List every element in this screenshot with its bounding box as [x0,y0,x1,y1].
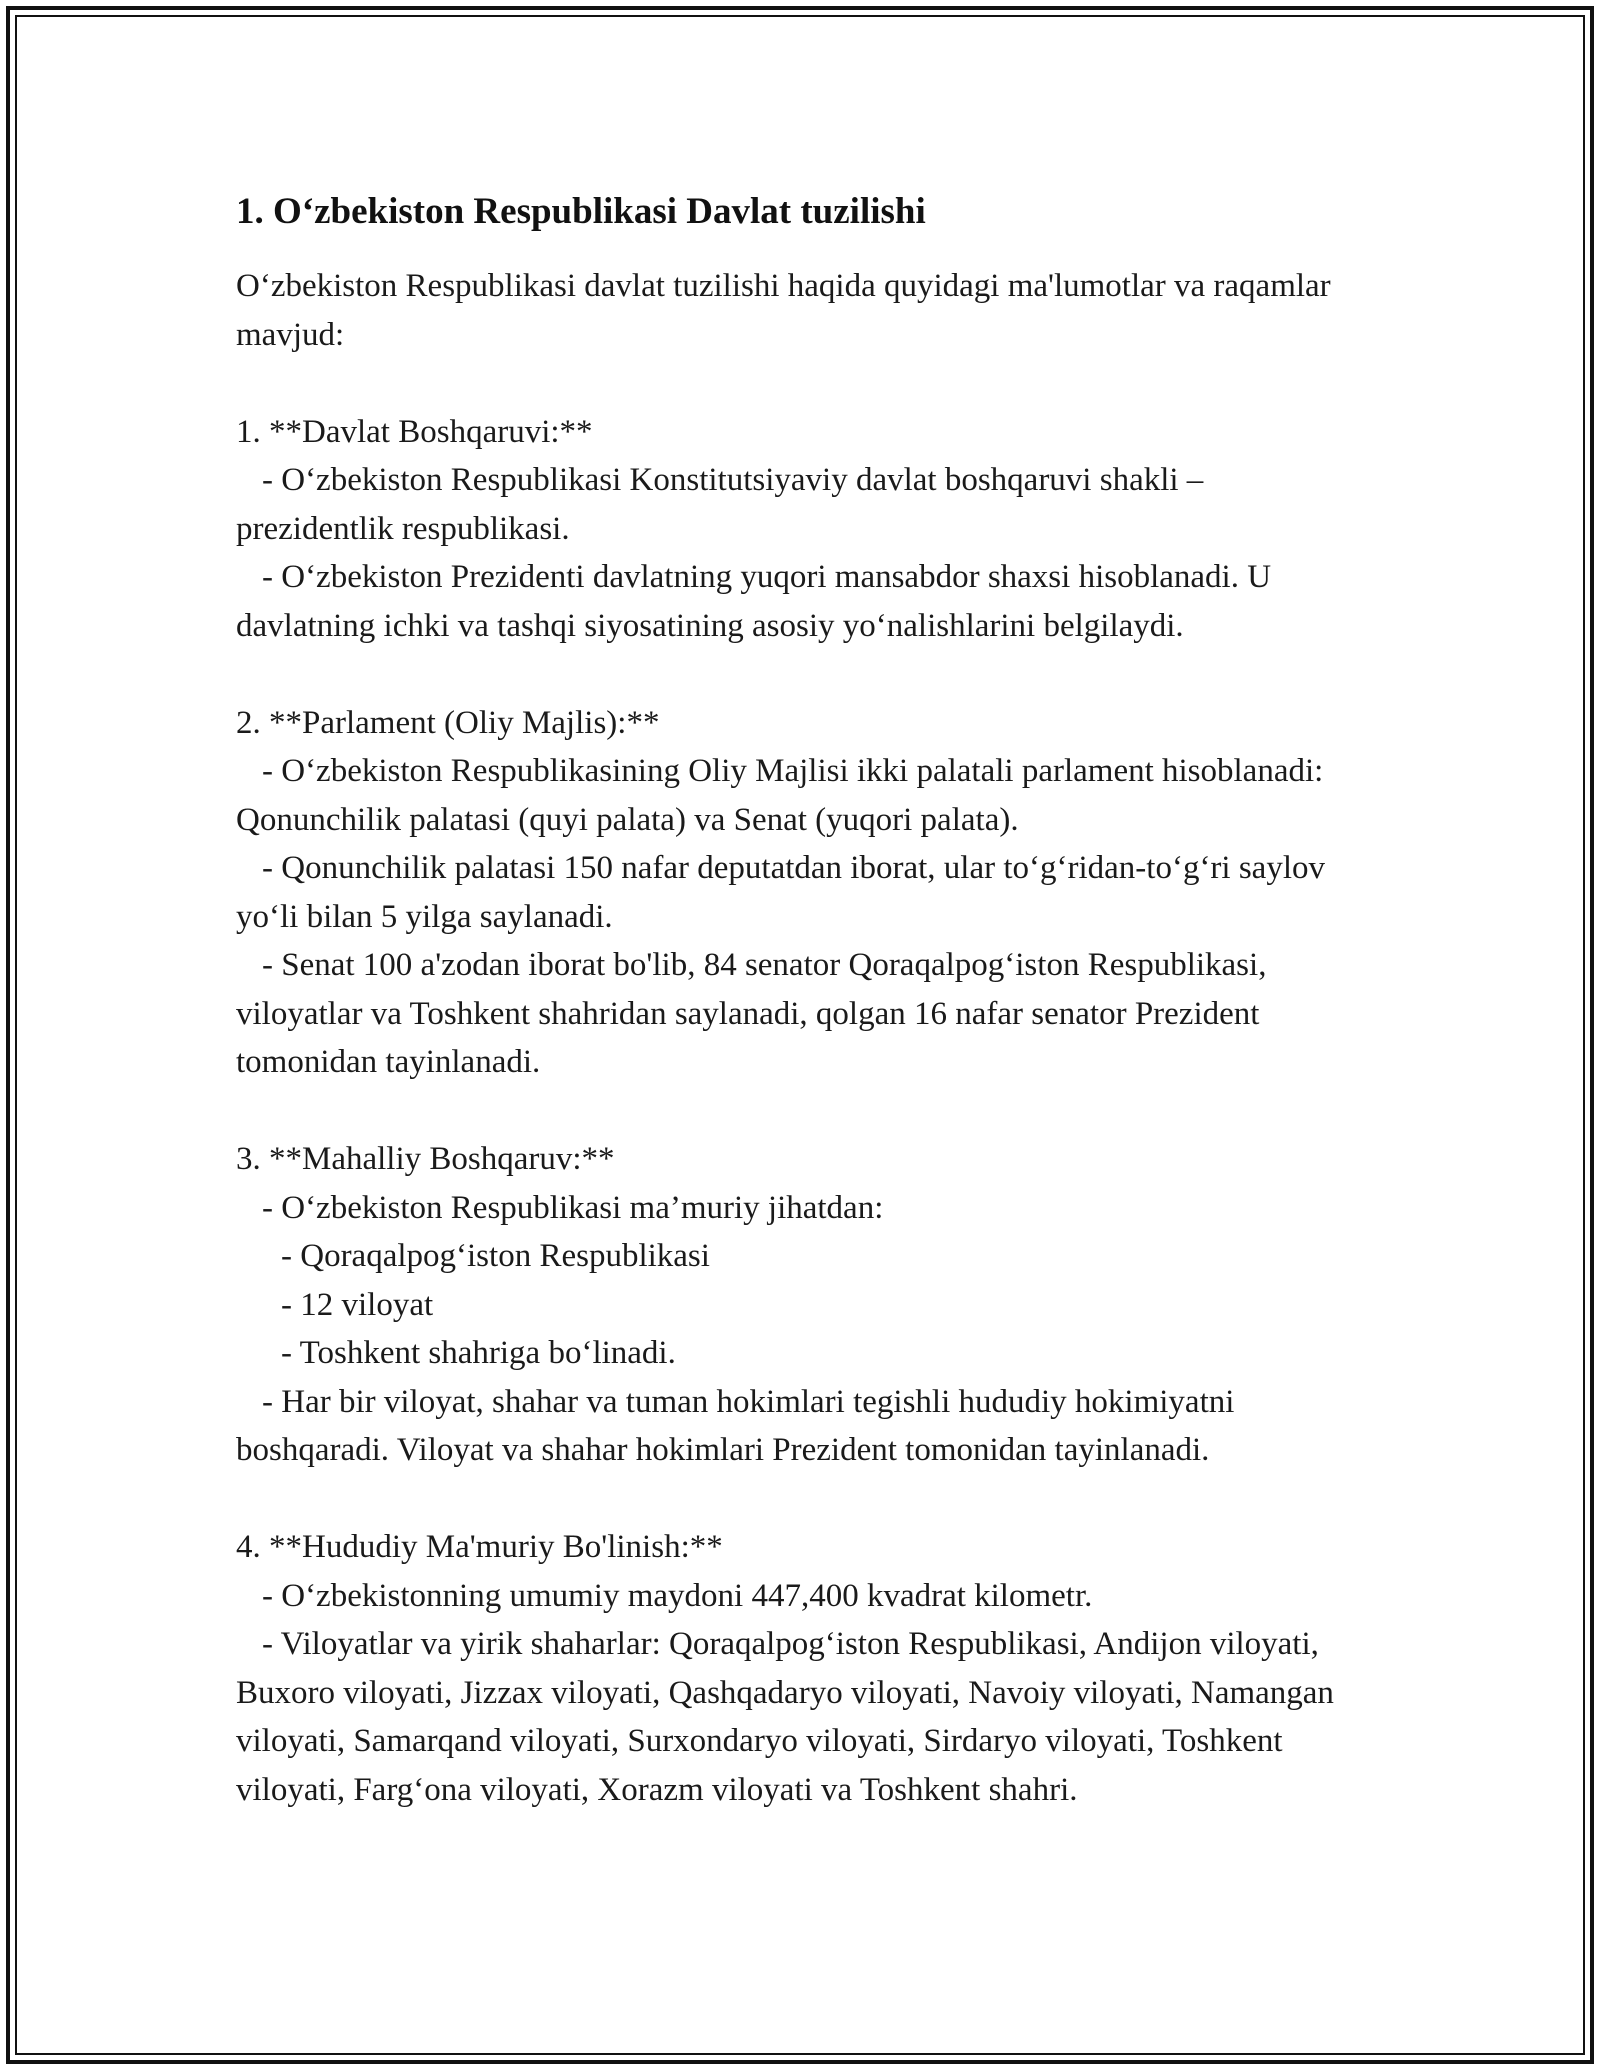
list-item: - O‘zbekiston Respublikasining Oliy Majlisi ikki palatali parlament hisoblanadi: Qonunchilik palatasi (quyi palata) va Senat (yuqori palata). [236,753,1324,838]
spacer [236,1475,1366,1524]
section-davlat-boshqaruvi [236,408,1366,651]
document-body [236,186,1366,1814]
list-item: - Senat 100 a'zodan iborat bo'lib, 84 senator Qoraqalpog‘iston Respublikasi, viloyatlar va Toshkent shahridan saylanadi, qolgan 16 nafar senator Prezident tomonidan tayinlanadi. [236,947,1267,1080]
spacer [236,1087,1366,1136]
section-hududiy-bolinish [236,1523,1366,1814]
intro-paragraph: O‘zbekiston Respublikasi davlat tuzilishi haqida quyidagi ma'lumotlar va raqamlar mavjud: [236,268,1339,353]
document-title: 1. O‘zbekiston Respublikasi Davlat tuzilishi [236,191,926,232]
sub-list-item: - Qoraqalpog‘iston Respublikasi [281,1238,710,1274]
section-heading: 1. **Davlat Boshqaruvi:** [236,413,593,450]
section-heading: 4. **Hududiy Ma'muriy Bo'linish:** [236,1529,723,1565]
list-item: - O‘zbekistonning umumiy maydoni 447,400 kvadrat kilometr. [262,1577,1093,1614]
spacer [236,359,1366,408]
list-item: - Har bir viloyat, shahar va tuman hokimlari tegishli hududiy hokimiyatni boshqaradi. Viloyat va shahar hokimlari Prezident tomonidan tayinlanadi. [236,1383,1235,1468]
sub-list-item: - 12 viloyat [281,1286,434,1323]
section-heading: 2. **Parlament (Oliy Majlis):** [236,704,660,741]
sub-list-item: - Toshkent shahriga bo‘linadi. [281,1335,676,1371]
section-heading: 3. **Mahalliy Boshqaruv:** [236,1141,615,1177]
list-item: - Qonunchilik palatasi 150 nafar deputatdan iborat, ular to‘g‘ridan-to‘g‘ri saylov yo‘li bilan 5 yilga saylanadi. [236,850,1325,935]
section-mahalliy-boshqaruv [236,1135,1366,1475]
section-parlament [236,699,1366,1087]
list-item: - O‘zbekiston Respublikasi Konstitutsiyaviy davlat boshqaruvi shakli – prezidentlik respublikasi. [236,462,1204,547]
list-item: - O‘zbekiston Prezidenti davlatning yuqori mansabdor shaxsi hisoblanadi. U davlatning ichki va tashqi siyosatining asosiy yo‘nalishlarini belgilaydi. [236,559,1272,644]
list-item: - O‘zbekiston Respublikasi ma’muriy jihatdan: [262,1189,884,1226]
spacer [236,650,1366,699]
list-item: - Viloyatlar va yirik shaharlar: Qoraqalpog‘iston Respublikasi, Andijon viloyati, Buxoro viloyati, Jizzax viloyati, Qashqadaryo viloyati, Navoiy viloyati, Namangan viloyati, Samarqand viloyati, Surxondaryo viloyati, Sirdaryo viloyati, Toshkent viloyati, Farg‘ona viloyati, Xorazm viloyati va Toshkent shahri. [236,1626,1334,1808]
